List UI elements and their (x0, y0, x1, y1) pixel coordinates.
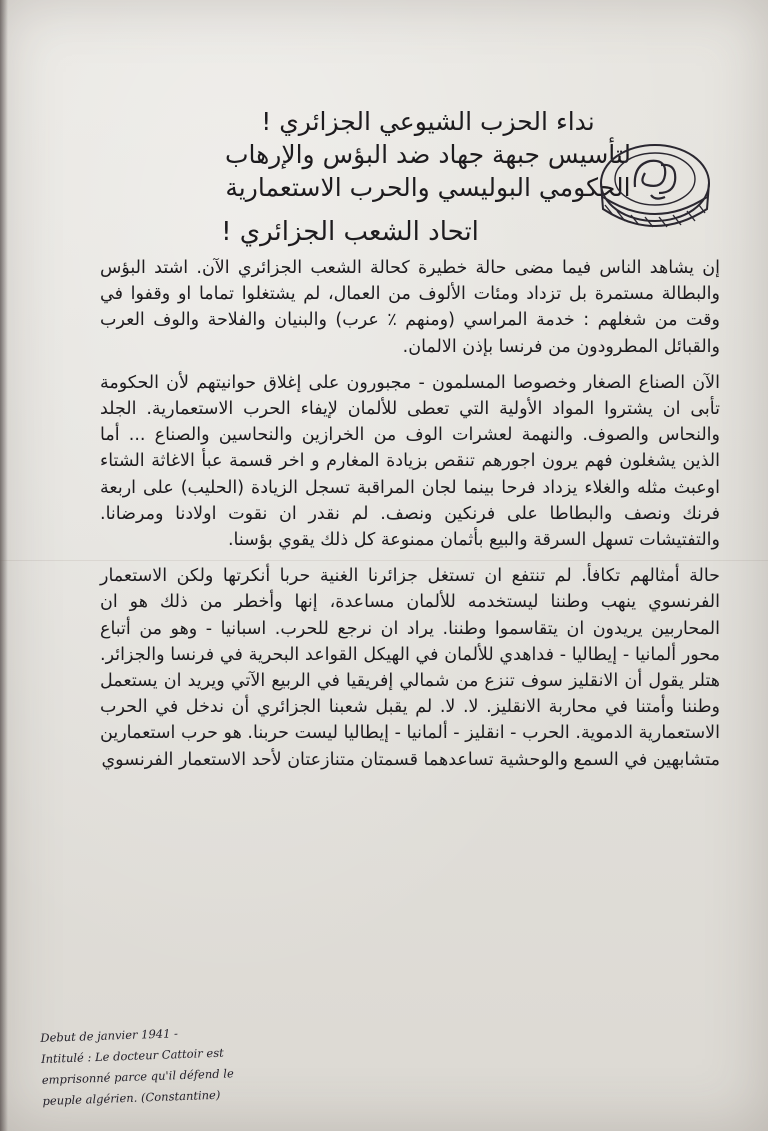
body-text (100, 255, 720, 783)
handwritten-annotation (40, 1020, 263, 1112)
paragraph-2: الآن الصناع الصغار وخصوصا المسلمون - مجبورون على إغلاق حوانيتهم لأن الحكومة تأبى ان يشتروا المواد الأولية التي تعطى للألمان لإيفاء الحرب الاستعمارية. الجلد والنحاس والصوف. والنهمة لعشرات الوف من الخرازين والنحاسين والصناع ... أما الذين يشغلون فهم يرون اجورهم تنقص بزيادة المغارم و اخر قسمة عبأ الاغاثة الشتاء اوعبث مثله والغلاء يزداد فرحا بينما لجان المراقبة تسجل الزيادة (الحليب) على اربعة فرنك ونصف والبطاطا على فرنكين ونصف. لم نقدر ان نقوت اولادنا ومرضانا. والتفتيشات تسهل السرقة والبيع بأثمان ممنوعة كل ذلك يقوي بؤسنا. (100, 372, 720, 551)
annotation-line-1: Debut de janvier 1941 - (40, 1026, 179, 1045)
page-edge-shadow (0, 0, 8, 1131)
paragraph-1: إن يشاهد الناس فيما مضى حالة خطيرة كحالة الشعب الجزائري الآن. اشتد البؤس والبطالة مستمرة بل تزداد ومئات الألوف من العمال، لم يشتغلوا تماما او وقفوا في وقت من شغلهم : خدمة المراسي (ومنهم ٪ عرب) والبنيان والفلاحة والوف العرب والقبائل المطرودون من فرنسا بإذن الالمان. (100, 258, 720, 357)
annotation-line-4: peuple algérien. (Constantine) (42, 1087, 221, 1108)
title-line-2: لتأسيس جبهة جهاد ضد البؤس والإرهاب (224, 140, 632, 169)
annotation-line-3: emprisonné parce qu'il défend le (41, 1066, 234, 1087)
stamp-seal-icon (595, 135, 715, 245)
subtitle: اتحاد الشعب الجزائري ! (221, 217, 479, 247)
paragraph-3: حالة أمثالهم تكافأ. لم تنتفع ان تستغل جزائرنا الغنية حربا أنكرتها ولكن الاستعمار الفرنسوي ينهب وطننا ليستخدمه للألمان مساعدة، إنها وأخطر من ذلك هو ان المحاربين يريدون ان يتقاسموا وطننا. يراد ان نرجع للحرب. اسبانيا - وهو من أتباع محور ألمانيا - إيطاليا - فداهدي للألمان في الهيكل القواعد البحرية في فرنسا والجزائر. هتلر يقول أن الانقليز سوف تنزع من شمالي إفريقيا في الربيع الآتي ويريد ان يستعمل وطننا وأمتنا في محاربة الانقليز. لا. لا. لم يقبل شعبنا الجزائري أن ندخل في الحرب الاستعمارية الدموية. الحرب - انقليز - ألمانيا - إيطاليا ليست حربنا. هو حرب استعمارين متشابهين في السمع والوحشية تساعدهما قسمتان متنازعتان لأحد الاستعمار الفرنسوي (100, 566, 720, 770)
title-line-3: الحكومي البوليسي والحرب الاستعمارية (225, 173, 631, 202)
title-line-1: نداء الحزب الشيوعي الجزائري ! (261, 107, 595, 136)
annotation-line-2: Intitulé : Le docteur Cattoir est (40, 1045, 224, 1066)
